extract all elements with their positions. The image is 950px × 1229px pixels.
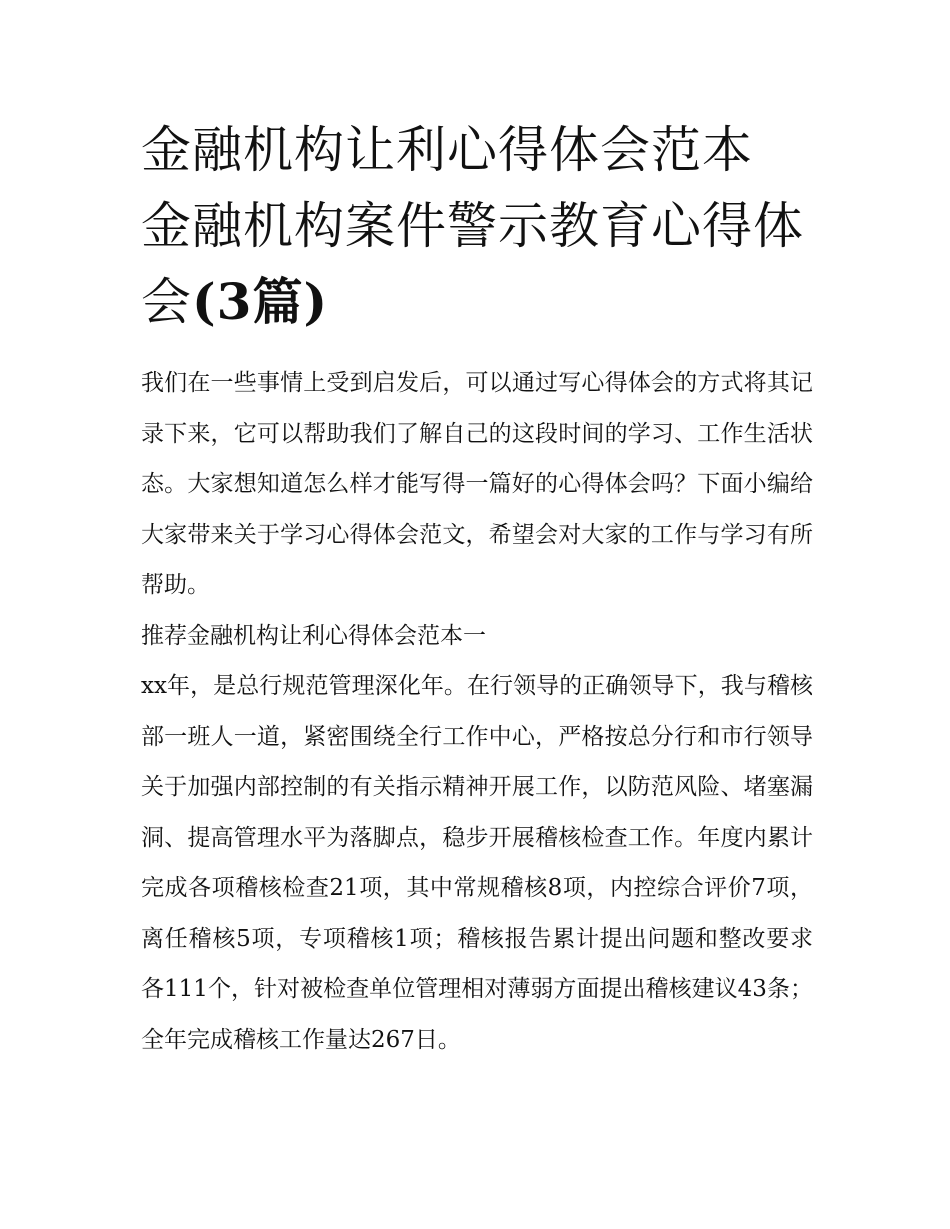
body-paragraph: xx年，是总行规范管理深化年。在行领导的正确领导下，我与稽核部一班人一道，紧密围绕全行工作中心，严格按总分行和市行领导关于加强内部控制的有关指示精神开展工作，以防范风险、堵塞漏洞、提高管理水平为落脚点，稳步开展稽核检查工作。年度内累计完成各项稽核检查21项，其中常规稽核8项，内控综合评价7项，离任稽核5项，专项稽核1项；稽核报告累计提出问题和整改要求各111个，针对被检查单位管理相对薄弱方面提出稽核建议43条；全年完成稽核工作量达267日。 [141, 673, 813, 1053]
document-title-main: 金融机构让利心得体会范本 金融机构案件警示教育心得体会 [141, 121, 804, 331]
document-title-suffix: (3篇) [192, 272, 329, 331]
intro-paragraph: 我们在一些事情上受到启发后，可以通过写心得体会的方式将其记录下来，它可以帮助我们了解自己的这段时间的学习、工作生活状态。大家想知道怎么样才能写得一篇好的心得体会吗？下面小编给大家带来关于学习心得体会范文，希望会对大家的工作与学习有所帮助。 [141, 370, 813, 598]
section-heading: 推荐金融机构让利心得体会范本一 [141, 622, 486, 649]
document-content [141, 112, 813, 1065]
document-title [141, 112, 813, 340]
